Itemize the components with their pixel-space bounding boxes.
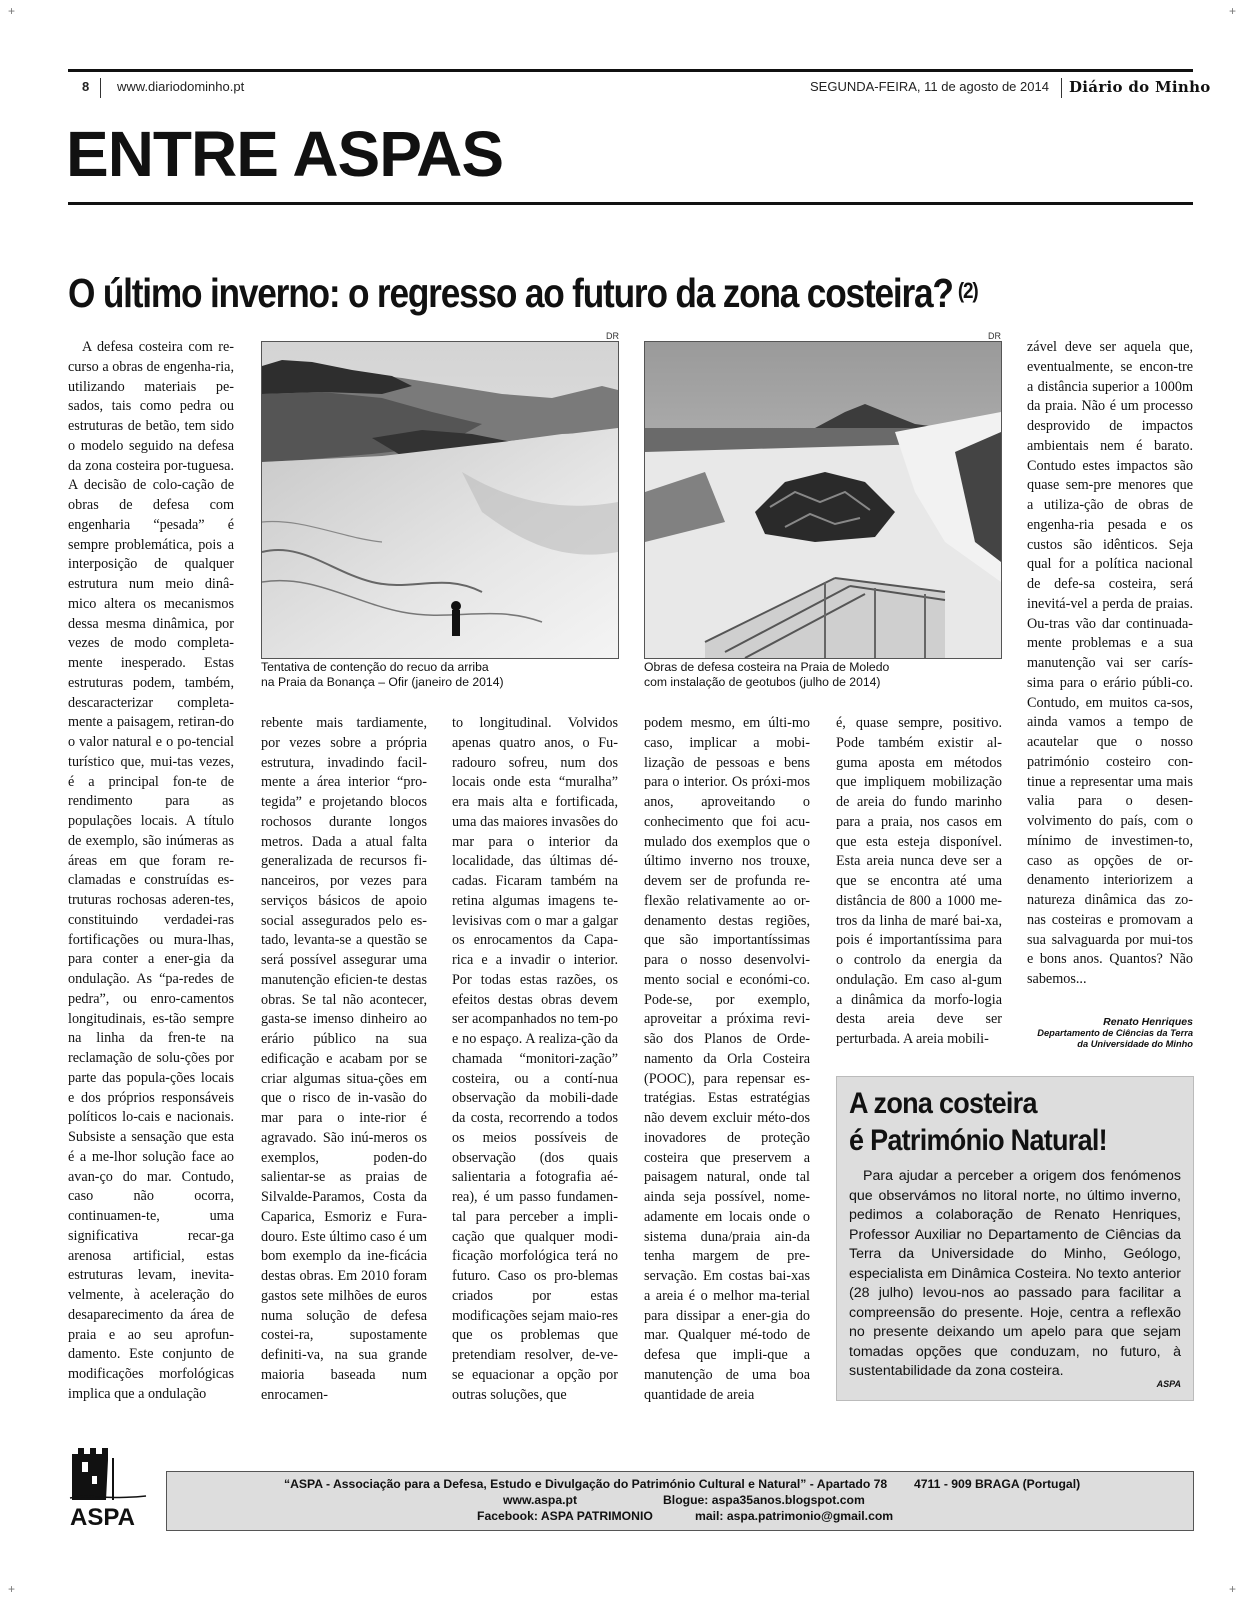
headline-note: (2) — [957, 278, 978, 303]
author-byline — [1010, 1017, 1193, 1050]
header-divider — [100, 78, 101, 98]
footer-address: 4711 - 909 BRAGA (Portugal) — [914, 1477, 1081, 1491]
newspaper-masthead: Diário do Minho — [1069, 78, 1211, 96]
column-text: podem mesmo, em últi-mo caso, implicar a mobi-lização de pessoas e bens para o interior. Os próxi-mos anos, aproveitando o conhecimento que foi acu-mulado dos exemplos que o último inverno nos trouxe, devem ser de profunda re-flexão relativamente ao or-denamento destas regiões, que são importantíssimas para o nosso desenvolvi-mento social e económi-co. Pode-se, por exemplo, aproveitar a próxima revi-são dos Planos de Orde-namento da Orla Costeira (POOC), para repensar es-tratégias. Estas estratégias não devem excluir méto-dos inovadores de proteção costeira que preservem a paisagem natural, onde tal ainda seja possível, nome-adamente em locais onde o sistema duna/praia ain-da tenha margem de pre-servação. Em costas bai-xas a areia é o melhor ma-terial para dissipar a ener-gia do mar. Qualquer mé-todo de defesa que impli-que a manutenção de uma boa quantidade de areia — [644, 715, 810, 1403]
section-title: ENTRE ASPAS — [66, 118, 504, 190]
footer-association: “ASPA - Associação para a Defesa, Estudo e Divulgação do Património Cultural e Natural” - Apartado 78 — [284, 1477, 888, 1491]
website-link[interactable]: www.diariodominho.pt — [117, 79, 245, 94]
column-text: zável deve ser aquela que, eventualmente, se encon-tre a distância superior a 1000m da praia. Não é um processo desprovido de impactos ambientais nem é barato. Contudo estes impactos são quase sem-pre menores que a utiliza-ção de obras de engenha-ria pesada e os custos são idênticos. Seja qual for a política nacional de defe-sa costeira, será inevitá-vel a perda de praias. Ou-tras vão dar continuada-mente problemas e a sua manutenção vai ser carís-sima para o erário públi-co. Contudo, em muitos ca-sos, ainda vamos a tempo de acautelar que o nosso património costeiro con-tinue a representar uma mais valia para o desen-volvimento do país, com o mínimo de investimen-to, caso as opções de or-denamento interiorizem a natureza dinâmica das zo-nas costeiras e promovam a sua salvaguarda por mui-tos e bons anos. Quantos? Não sabemos... — [1027, 339, 1193, 987]
footer-blog[interactable]: Blogue: aspa35anos.blogspot.com — [663, 1493, 865, 1507]
column-text: to longitudinal. Volvidos apenas quatro anos, o Fu-radouro sofreu, num dos locais onde esta “muralha” era mais alta e fortificada, uma das maiores invasões do mar para o interior da localidade, das últimas dé-cadas. Ficaram também na retina algumas imagens te-levisivas com o mar a galgar os enrocamentos da Capa-rica e a invadir o interior. Por todas estas razões, os efeitos destas obras devem ser acompanhados no tem-po e no espaço. A realiza-ção da chamada “monitori-zação” costeira, ou a contí-nua observação da mobili-dade da costa, recorrendo a todos os meios possíveis de observação (dos quais salientaria a fotografia aé-rea), é um passo fundamen-tal para perceber a impli-cação que qualquer modi-ficação morfológica terá no futuro. Caso os pro-blemas criados por estas modificações sejam maio-res que os problemas que pretendiam resolver, de-ve-se equacionar a opção por outras soluções, que — [452, 715, 618, 1403]
column-text: é, quase sempre, positivo. Pode também existir al-guma aposta em métodos que impliquem mobilização de areia do fundo marinho para a praia, nos casos em que esta esteja disponível. Esta areia nunca deve ser a que se encontra até uma distância de 800 a 1000 me-tros da linha de maré bai-xa, pois é importantíssima para o controlo da energia da ondulação. Em caso al-gum a dinâmica da morfo-logia desta areia deve ser perturbada. A areia mobili- — [836, 715, 1002, 1047]
photo-beach-erosion — [261, 341, 619, 659]
column-text: A defesa costeira com re-curso a obras de engenha-ria, utilizando materiais pe-sados, tais como pedra ou estruturas de betão, tem sido o modelo seguido na defesa da zona costeira por-tuguesa. A decisão de colo-cação de obras de defesa com engenharia “pesada” é sempre problemática, pois a interposição de qualquer estrutura num meio dinâ-mico altera os mecanismos dessa mesma dinâmica, por vezes de modo completa-mente inesperado. Estas estruturas podem, também, descaracterizar completa-mente a paisagem, retiran-do o valor natural e o po-tencial turístico que, mui-tas vezes, é a principal fon-te de rendimento para as populações locais. A título de exemplo, são inúmeras as áreas em que foram re-clamadas e construídas es-truturas rochosas aderen-tes, constituindo verdadei-ras fortificações ou mura-lhas, para conter a ener-gia da ondulação. As “pa-redes de pedra”, ou enro-camentos longitudinais, es-tão sempre na linha da fren-te na reclamação de solu-ções por parte das popula-ções locais e dos próprios responsáveis políticos lo-cais e nacionais. Subsiste a sensação que esta é a me-lhor solução face ao avan-ço do mar. Contudo, caso não ocorra, continuamen-te, uma significativa recar-ga arenosa artificial, estas estruturas levam, inevita-velmente, à aceleração do desaparecimento da área de praia e ao seu aprofun-damento. Este conjunto de modificações morfológicas implica que a ondulação — [68, 339, 234, 1402]
article-headline — [68, 268, 977, 318]
caption-line: Tentativa de contenção do recuo da arriba — [261, 660, 489, 674]
headline-text: O último inverno: o regresso ao futuro da zona costeira? — [68, 270, 953, 316]
author-name: Renato Henriques — [1103, 1016, 1193, 1028]
footer-website[interactable]: www.aspa.pt — [503, 1493, 578, 1507]
caption-line: Obras de defesa costeira na Praia de Moledo — [644, 660, 890, 674]
caption-line: na Praia da Bonança – Ofir (janeiro de 2014) — [261, 675, 504, 689]
footer-facebook[interactable]: Facebook: ASPA PATRIMONIO — [477, 1509, 653, 1523]
photo-coastal-works — [644, 341, 1002, 659]
crop-mark: + — [8, 1582, 16, 1596]
article-column-6 — [1027, 338, 1193, 990]
photo-credit: DR — [988, 331, 1001, 341]
photo-credit: DR — [606, 331, 619, 341]
photo-caption-1 — [261, 660, 504, 690]
beach-erosion-image — [262, 342, 618, 658]
coastal-works-image — [645, 342, 1001, 658]
sidebar-title-line: é Património Natural! — [849, 1124, 1107, 1157]
author-department: Departamento de Ciências da Terra — [1037, 1028, 1193, 1038]
footer-contact-box — [166, 1471, 1194, 1531]
column-text: rebente mais tardiamente, por vezes sobre a própria estrutura, invadindo facil-mente a área interior “pro-tegida” e projetando blocos rochosos durante longos metros. Dada a atual falta generalizada de recursos fi-nanceiros, por vezes para serviços básicos de apoio social assegurados pelo es-tado, levanta-se a questão se será possível assegurar uma manutenção eficien-te destas obras. Se tal não acontecer, gasta-se imenso dinheiro ao erário público na sua edificação e acabam por se criar algumas situa-ções em que o risco de in-vasão do mar para o inte-rior é agravado. São inú-meros os exemplos, poden-do salientar-se as praias de Silvalde-Paramos, Costa da Caparica, Esmoriz e Fura-douro. Este último caso é um bom exemplo da ine-ficácia destas obras. Em 2010 foram gastos sete milhões de euros numa solução de defesa costei-ra, supostamente definiti-va, na sua grande maioria baseada num enrocamen- — [261, 715, 427, 1403]
sidebar-box — [836, 1076, 1194, 1401]
section-rule — [68, 202, 1193, 205]
crop-mark: + — [1229, 4, 1237, 18]
article-column-4 — [644, 714, 810, 1405]
article-column-5 — [836, 714, 1002, 1050]
crop-mark: + — [8, 4, 16, 18]
caption-line: com instalação de geotubos (julho de 2014) — [644, 675, 881, 689]
tower-icon — [68, 1440, 148, 1502]
sidebar-title-line: A zona costeira — [849, 1087, 1037, 1120]
crop-mark: + — [1229, 1582, 1237, 1596]
header-rule — [68, 69, 1193, 72]
article-column-2 — [261, 714, 427, 1405]
issue-date: SEGUNDA-FEIRA, 11 de agosto de 2014 — [810, 79, 1049, 94]
page-number: 8 — [82, 79, 90, 94]
aspa-logo-text: ASPA — [70, 1504, 135, 1531]
article-column-1 — [68, 338, 234, 1405]
author-university: da Universidade do Minho — [1077, 1039, 1193, 1049]
sidebar-text: Para ajudar a perceber a origem dos fenómenos que observámos no litoral norte, no último inverno, pedimos a colaboração de Renato Henriques, Professor Auxiliar no Departamento de Ciências da Terra da Universidade do Minho, Geólogo, especialista em Dinâmica Costeira. No texto anterior (28 julho) levou-nos ao passado para facilitar a compreensão do presente. Hoje, centra a reflexão no presente deixando um apelo para que sejam tomadas opções que conduzam, no futuro, à sustentabilidade da zona costeira. — [849, 1168, 1181, 1379]
sidebar-title — [849, 1085, 1107, 1159]
article-column-3 — [452, 714, 618, 1405]
header-divider — [1061, 78, 1062, 98]
sidebar-signature: ASPA — [1156, 1379, 1181, 1389]
footer-email[interactable]: mail: aspa.patrimonio@gmail.com — [695, 1509, 894, 1523]
photo-caption-2 — [644, 660, 889, 690]
